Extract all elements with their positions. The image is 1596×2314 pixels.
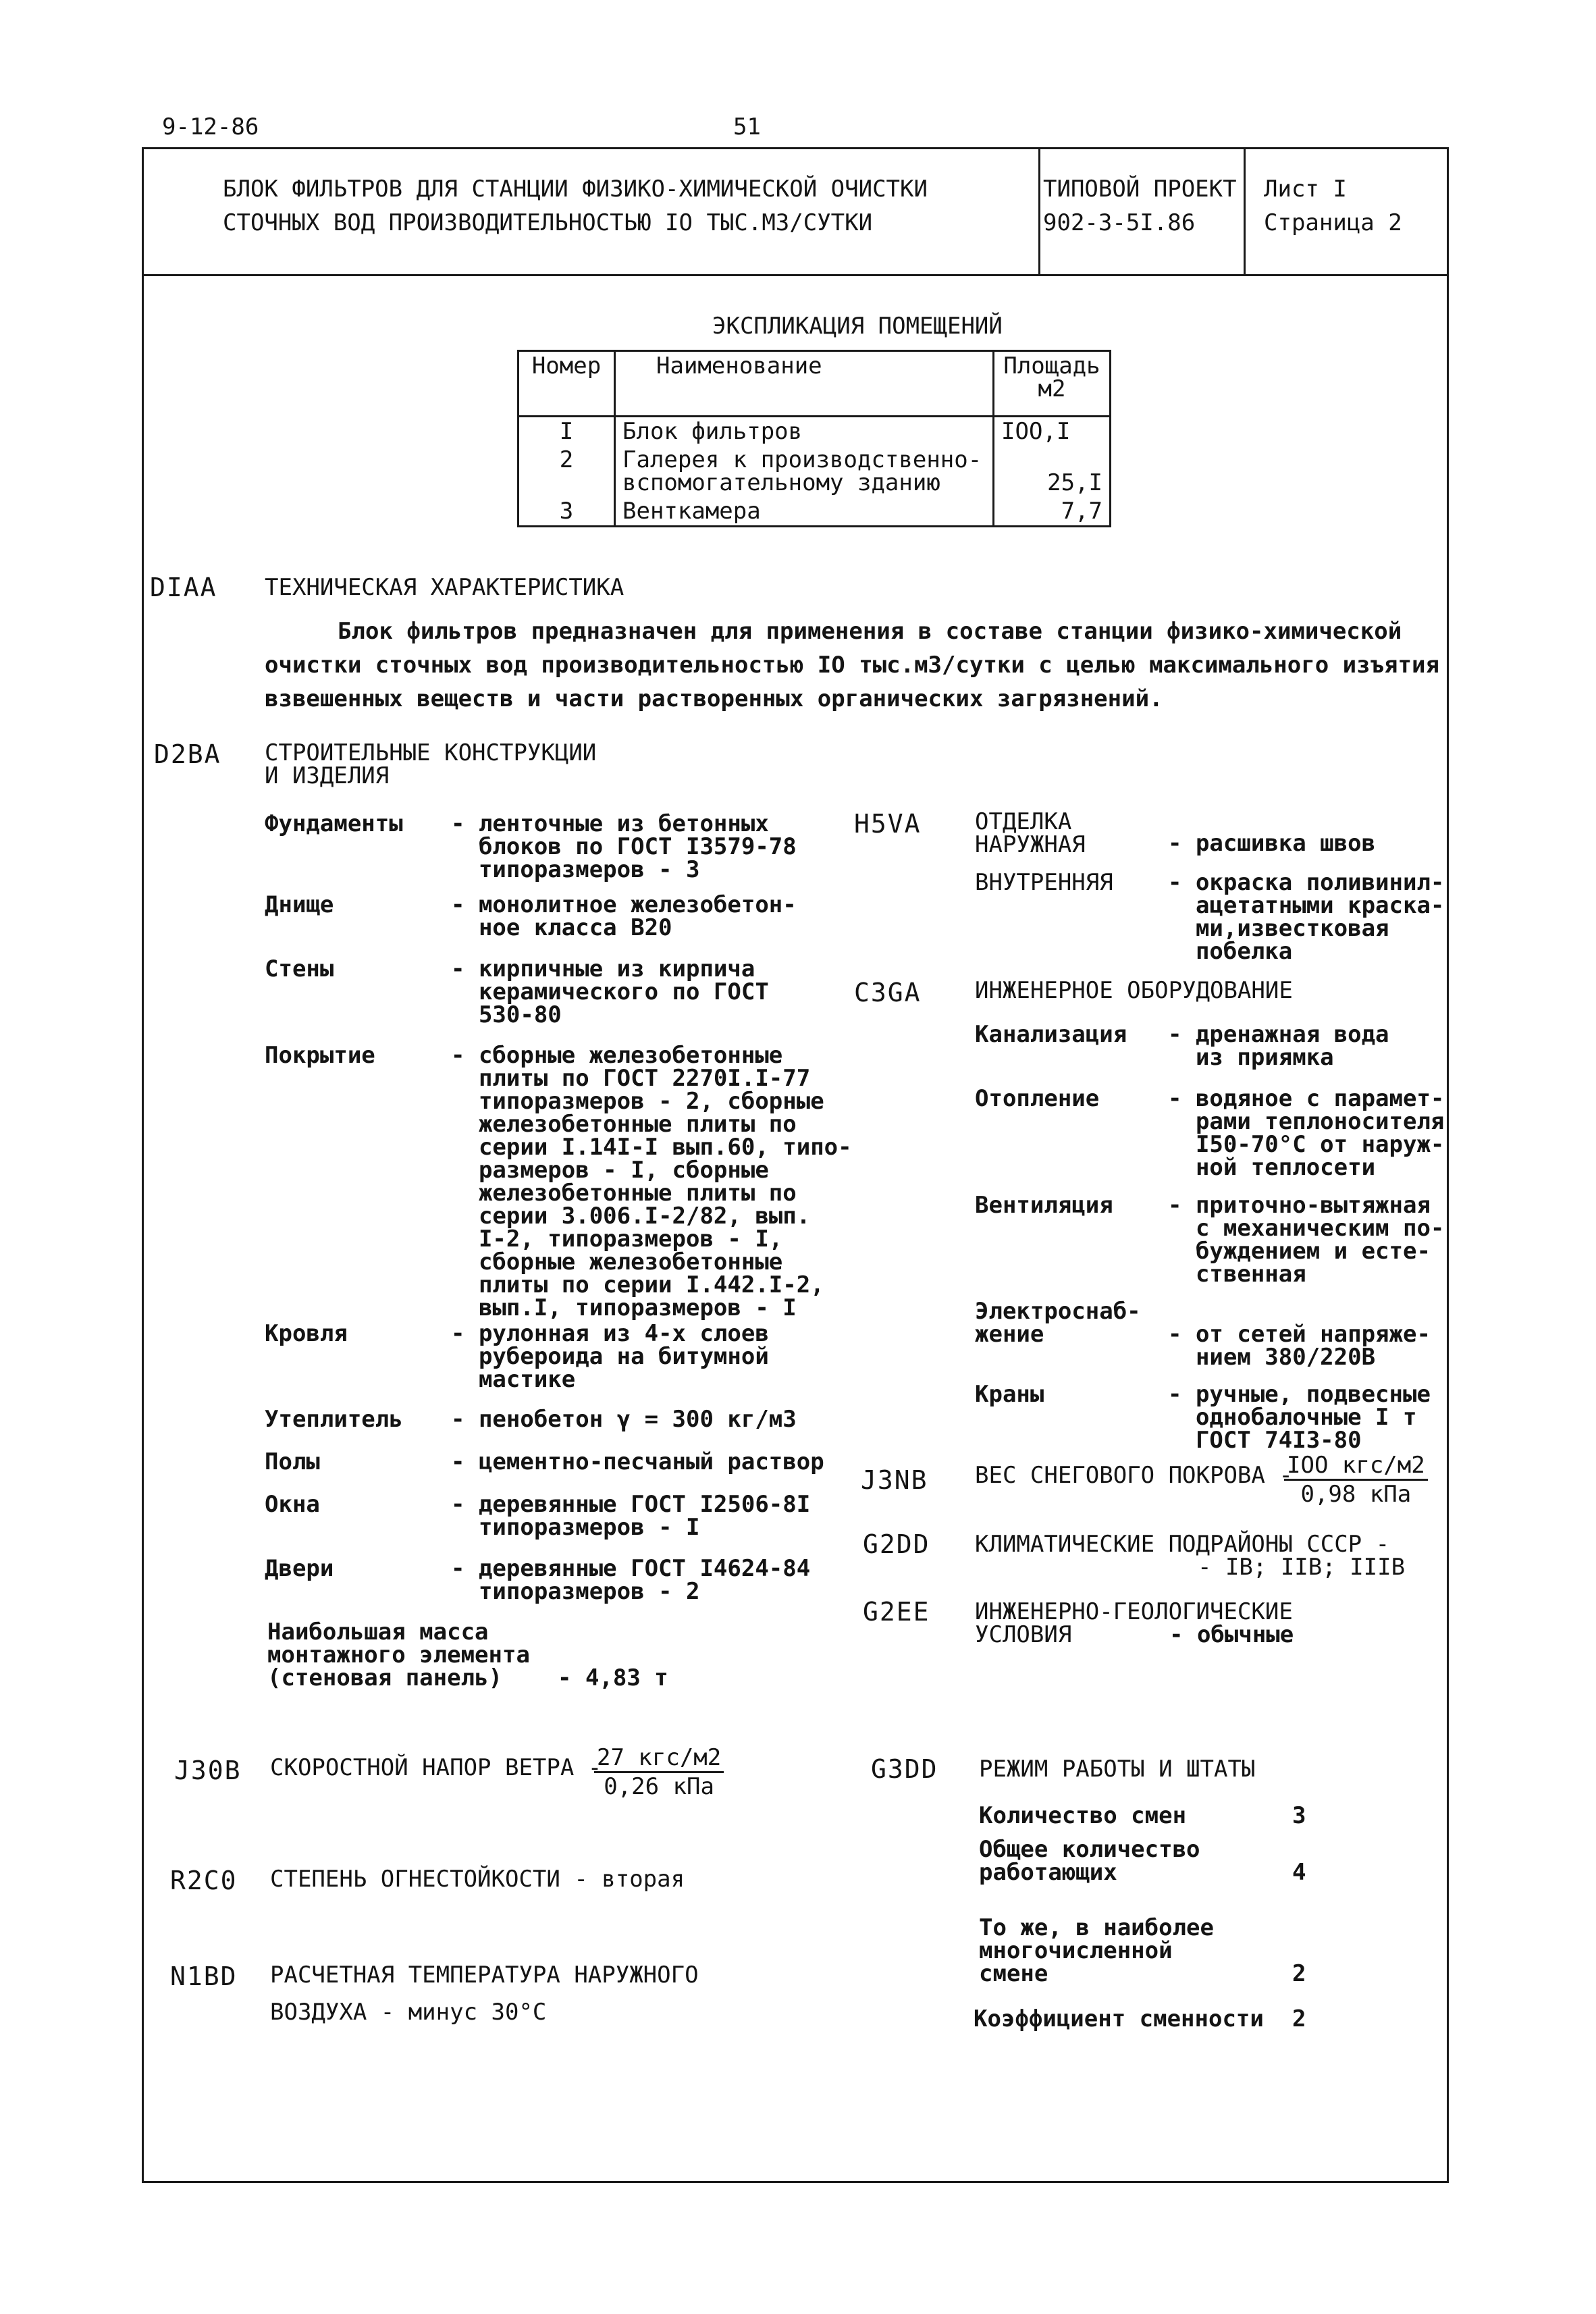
item-value-walls: - кирпичные из кирпича керамического по ГОСТ 530-80 xyxy=(451,955,769,1028)
item-value-roof-slab: - сборные железобетонные плиты по ГОСТ 2270I.I-77 типоразмеров - 2, сборные железобетонные плиты по серии I.14I-I вып.60, типо- размеров - I, сборные железобетонные плиты по серии 3.006.I-2/82, вып. I-2, типоразмеров - I, сборные железобетонные плиты по серии I.442.I-2, вып.I, типоразмеров - I xyxy=(451,1042,852,1321)
snow-label: ВЕС СНЕГОВОГО ПОКРОВА - xyxy=(975,1462,1293,1489)
staff-title: РЕЖИМ РАБОТЫ И ШТАТЫ xyxy=(979,1756,1256,1783)
title-block-divider-2 xyxy=(1244,147,1246,275)
item-label-insulation: Утеплитель xyxy=(265,1406,403,1433)
tech-title: ТЕХНИЧЕСКАЯ ХАРАКТЕРИСТИКА xyxy=(265,574,624,601)
col-area-header: Площадь м2 xyxy=(994,351,1111,417)
doc-code: 9-12-86 xyxy=(162,113,259,140)
item-label-roofing: Кровля xyxy=(265,1320,348,1347)
temperature-code: N1BD xyxy=(170,1962,238,1991)
item-label-windows: Окна xyxy=(265,1491,320,1518)
explication-table xyxy=(517,350,1111,527)
equip-value-heating: - водяное с парамет- рами теплоносителя I50-70°С от наруж- ной теплосети xyxy=(1168,1085,1445,1181)
fire-text: СТЕПЕНЬ ОГНЕСТОЙКОСТИ - вторая xyxy=(270,1866,685,1893)
staff-value-max-shift: 2 xyxy=(1292,1960,1306,1987)
page-number: 51 xyxy=(733,113,761,140)
explication-title: ЭКСПЛИКАЦИЯ ПОМЕЩЕНИЙ xyxy=(712,313,1003,340)
col-name-header: Наименование xyxy=(615,351,994,417)
item-label-foundations: Фундаменты xyxy=(265,810,403,837)
item-value-insulation: - пенобетон γ = 300 кг/м3 xyxy=(451,1406,797,1433)
staff-label-coefficient: Коэффициент сменности xyxy=(974,2005,1264,2032)
tech-line-2: очистки сточных вод производительностью IO тыс.м3/сутки с целью максимального изъятия xyxy=(265,652,1439,679)
table-header-row xyxy=(518,351,1111,417)
equip-value-sewerage: - дренажная вода из приямка xyxy=(1168,1021,1389,1071)
geology-value: - обычные xyxy=(1169,1621,1294,1648)
title-line-1: БЛОК ФИЛЬТРОВ ДЛЯ СТАНЦИИ ФИЗИКО-ХИМИЧЕСКОЙ ОЧИСТКИ xyxy=(223,176,928,203)
item-value-bottom: - монолитное железобетон- ное класса В20 xyxy=(451,891,797,941)
finishing-inner-value: - окраска поливинил- ацетатными краска- ми,известковая побелка xyxy=(1168,869,1445,965)
wind-code: J30B xyxy=(174,1756,242,1785)
page-label: Страница 2 xyxy=(1264,209,1402,236)
equip-value-ventilation: - приточно-вытяжная с механическим по- буждением и есте- ственная xyxy=(1168,1192,1445,1288)
equip-value-power: - от сетей напряже- нием 380/220В xyxy=(1168,1321,1431,1371)
item-label-roof-slab: Покрытие xyxy=(265,1042,375,1069)
equip-label-heating: Отопление xyxy=(975,1085,1100,1112)
max-mass-value: - 4,83 т xyxy=(558,1664,668,1691)
geology-code: G2EE xyxy=(863,1597,930,1627)
geology-text: ИНЖЕНЕРНО-ГЕОЛОГИЧЕСКИЕ УСЛОВИЯ xyxy=(975,1598,1293,1648)
item-label-floors: Полы xyxy=(265,1448,320,1475)
equip-label-power: Электроснаб- жение xyxy=(975,1298,1141,1348)
item-label-walls: Стены xyxy=(265,955,334,982)
equip-label-ventilation: Вентиляция xyxy=(975,1192,1113,1219)
staff-label-shifts: Количество смен xyxy=(979,1802,1187,1829)
table-row: 2 Галерея к производственно- вспомогательному зданию 25,I xyxy=(518,446,1111,497)
project-label: ТИПОВОЙ ПРОЕКТ xyxy=(1043,176,1237,203)
max-mass-label: Наибольшая масса монтажного элемента (стеновая панель) xyxy=(267,1619,530,1691)
snow-code: J3NB xyxy=(861,1465,928,1495)
col-number-header: Номер xyxy=(518,351,615,417)
climate-text: КЛИМАТИЧЕСКИЕ ПОДРАЙОНЫ СССР - - IB; IIB; IIIB xyxy=(975,1531,1406,1581)
item-label-bottom: Днище xyxy=(265,891,334,918)
staff-value-coefficient: 2 xyxy=(1292,2005,1306,2032)
tech-code: DIAA xyxy=(150,573,217,602)
tech-line-1: Блок фильтров предназначен для применения в составе станции физико-химической xyxy=(338,618,1402,645)
climate-code: G2DD xyxy=(863,1529,930,1559)
constructions-code: D2BA xyxy=(154,739,221,769)
staff-value-workers: 4 xyxy=(1292,1859,1306,1886)
wind-label: СКОРОСТНОЙ НАПОР ВЕТРА - xyxy=(270,1754,602,1781)
equipment-title: ИНЖЕНЕРНОЕ ОБОРУДОВАНИЕ xyxy=(975,977,1293,1004)
item-label-doors: Двери xyxy=(265,1555,334,1582)
equipment-code: C3GA xyxy=(854,978,922,1007)
equip-label-sewerage: Канализация xyxy=(975,1021,1127,1048)
item-value-windows: - деревянные ГОСТ I2506-8I типоразмеров - I xyxy=(451,1491,811,1541)
item-value-floors: - цементно-песчаный раствор xyxy=(451,1448,824,1475)
finishing-outer-value: - расшивка швов xyxy=(1168,830,1376,857)
item-value-doors: - деревянные ГОСТ I4624-84 типоразмеров - 2 xyxy=(451,1555,811,1605)
fire-code: R2C0 xyxy=(170,1866,238,1895)
finishing-title: ОТДЕЛКА НАРУЖНАЯ xyxy=(975,808,1086,858)
item-value-roofing: - рулонная из 4-х слоев рубероида на битумной мастике xyxy=(451,1320,769,1393)
equip-label-cranes: Краны xyxy=(975,1381,1044,1408)
staff-value-shifts: 3 xyxy=(1292,1802,1306,1829)
wind-value: $\frac{\text{27 кгс/м2}}{\text{0,26 кПа}}$ xyxy=(594,1744,724,1800)
finishing-inner-label: ВНУТРЕННЯЯ xyxy=(975,869,1113,896)
finishing-code: H5VA xyxy=(854,809,922,839)
table-row: I Блок фильтров IOO,I xyxy=(518,417,1111,446)
tech-line-3: взвешенных веществ и части растворенных органических загрязнений. xyxy=(265,685,1163,712)
constructions-title: СТРОИТЕЛЬНЫЕ КОНСТРУКЦИИ И ИЗДЕЛИЯ xyxy=(265,739,597,789)
equip-value-cranes: - ручные, подвесные однобалочные I т ГОСТ 74I3-80 xyxy=(1168,1381,1431,1454)
title-line-2: СТОЧНЫХ ВОД ПРОИЗВОДИТЕЛЬНОСТЬЮ IO ТЫС.МЗ/СУТКИ xyxy=(223,209,873,236)
staff-label-workers: Общее количество работающих xyxy=(979,1836,1200,1886)
title-block-divider-1 xyxy=(1038,147,1040,275)
table-row: 3 Венткамера 7,7 xyxy=(518,497,1111,527)
item-value-foundations: - ленточные из бетонных блоков по ГОСТ I3579-78 типоразмеров - 3 xyxy=(451,810,797,883)
staff-code: G3DD xyxy=(871,1754,938,1784)
sheet-label: Лист I xyxy=(1264,176,1347,203)
title-block-bottom-line xyxy=(142,274,1449,276)
staff-label-max-shift: То же, в наиболее многочисленной смене xyxy=(979,1914,1214,1987)
snow-value: $\frac{\text{IOO кгс/м2}}{\text{0,98 кПа}}$ xyxy=(1284,1452,1428,1508)
project-number: 902-3-5I.86 xyxy=(1043,209,1196,236)
temperature-line-2: ВОЗДУХА - минус 30°С xyxy=(270,1999,547,2026)
temperature-line-1: РАСЧЕТНАЯ ТЕМПЕРАТУРА НАРУЖНОГО xyxy=(270,1962,699,1989)
